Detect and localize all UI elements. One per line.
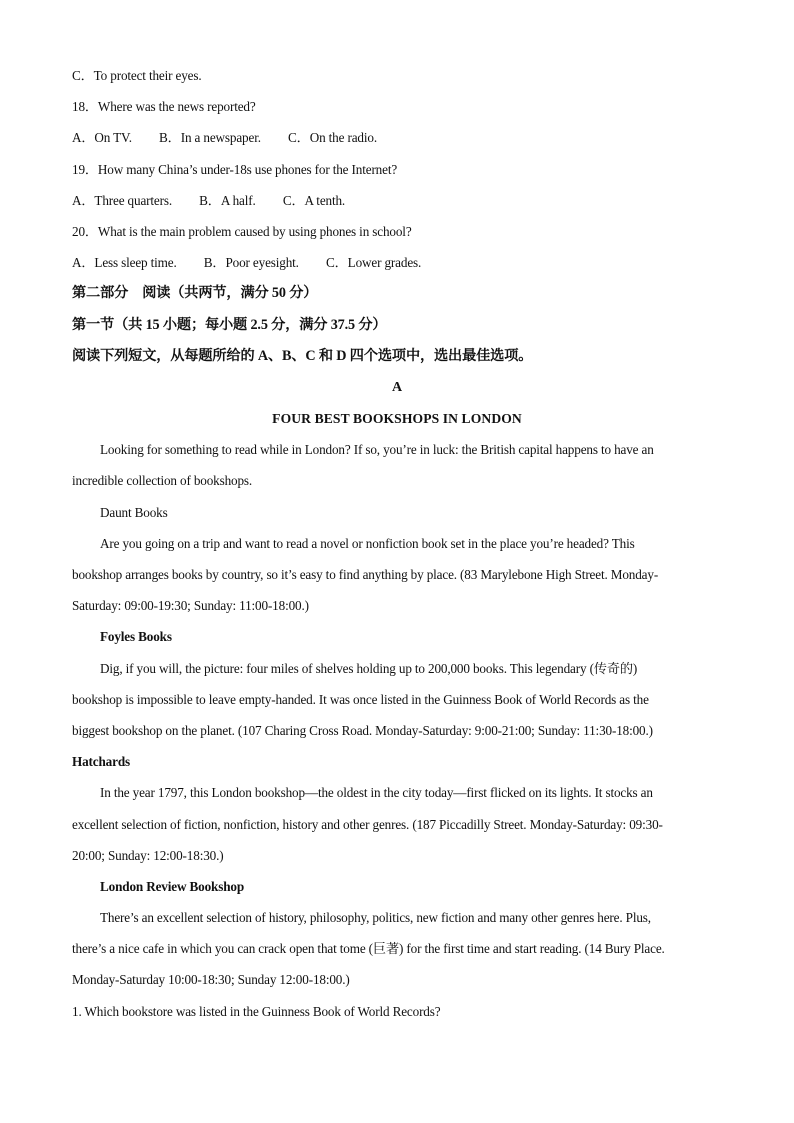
q20-question: 20．What is the main problem caused by using phones in school? (72, 223, 412, 239)
daunt-line-2: bookshop arranges books by country, so it’s easy to find anything by place. (83 Marylebone High Street. Monday- (72, 567, 659, 582)
q18-options (72, 122, 722, 153)
london-review-line-3: Monday-Saturday 10:00-18:30; Sunday 12:00-18:00.) (72, 972, 350, 988)
passage-letter: A (392, 379, 402, 395)
q19-option-a: A．Three quarters. (72, 192, 172, 208)
hatchards-line-3: 20:00; Sunday: 12:00-18:30.) (72, 847, 224, 863)
shop-name-daunt: Daunt Books (100, 504, 168, 520)
shop-name-hatchards: Hatchards (72, 754, 130, 770)
q17-option-c: C．To protect their eyes. (72, 68, 202, 83)
q19-option-c: C．A tenth. (282, 192, 346, 208)
passage-title: FOUR BEST BOOKSHOPS IN LONDON (272, 411, 522, 427)
foyles-line-2: bookshop is impossible to leave empty-handed. It was once listed in the Guinness Book of World Records as the (72, 691, 649, 707)
daunt-line-1: Are you going on a trip and want to read a novel or nonfiction book set in the place you’re headed? This (100, 535, 635, 551)
q19-question: 19．How many China’s under-18s use phones for the Internet? (72, 161, 398, 177)
daunt-line-3: Saturday: 09:00-19:30; Sunday: 11:00-18:00.) (72, 598, 309, 614)
intro-line-2: incredible collection of bookshops. (72, 473, 253, 489)
q18-option-a: A．On TV. (72, 130, 132, 146)
q18-option-c: C．On the radio. (288, 130, 377, 146)
exam-page (72, 60, 722, 1027)
foyles-line-3: biggest bookshop on the planet. (107 Charing Cross Road. Monday-Saturday: 9:00-21:00; Sunday: 11:30-18:00.) (72, 722, 653, 738)
section-one-heading: 第一节（共 15 小题；每小题 2.5 分，满分 37.5 分） (72, 316, 387, 333)
shop-name-foyles: Foyles Books (100, 629, 172, 645)
q20-option-b: B．Poor eyesight. (203, 255, 299, 271)
q20-option-c: C．Lower grades. (325, 255, 422, 271)
q18-option-b: B．In a newspaper. (159, 130, 261, 146)
hatchards-line-1: In the year 1797, this London bookshop—the oldest in the city today—first flicked on its lights. It stocks an (100, 785, 653, 801)
q20-option-a: A．Less sleep time. (72, 255, 177, 271)
shop-name-london-review: London Review Bookshop (100, 878, 245, 894)
instructions: 阅读下列短文，从每题所给的 A、B、C 和 D 四个选项中，选出最佳选项。 (72, 347, 533, 364)
intro-line-1: Looking for something to read while in London? If so, you’re in luck: the British capital happens to have an (100, 442, 654, 458)
q1-question: 1. Which bookstore was listed in the Guinness Book of World Records? (72, 1003, 441, 1019)
london-review-line-2: there’s a nice cafe in which you can crack open that tome (巨著) for the first time and start reading. (14 Bury Place. (72, 941, 665, 957)
london-review-line-1: There’s an excellent selection of history, philosophy, politics, new fiction and many other genres here. Plus, (100, 910, 651, 926)
hatchards-line-2: excellent selection of fiction, nonfiction, history and other genres. (187 Piccadilly Street. Monday-Saturday: 09:30- (72, 816, 663, 832)
q18-question: 18．Where was the news reported? (72, 99, 256, 115)
q20-options (72, 247, 722, 278)
foyles-line-1: Dig, if you will, the picture: four miles of shelves holding up to 200,000 books. This legendary (传奇的) (100, 660, 638, 676)
q19-option-b: B．A half. (199, 192, 256, 208)
q19-options (72, 185, 722, 216)
part-two-heading: 第二部分 阅读（共两节，满分 50 分） (72, 285, 318, 302)
